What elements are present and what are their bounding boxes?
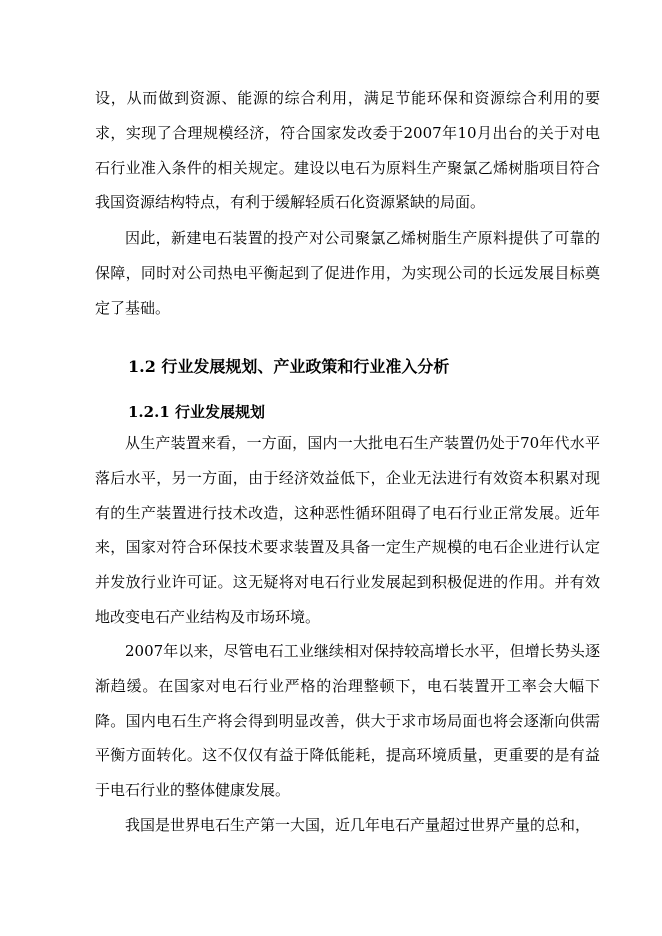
subsection-heading: 1.2.1 行业发展规划 <box>128 403 265 421</box>
paragraph-text: 我国是世界电石生产第一大国，近几年电石产量超过世界产量的总和， <box>125 816 591 834</box>
paragraph-text: 从生产装置来看，一方面，国内一大批电石生产装置仍处于70年代水平落后水平，另一方面，由于经济效益低下，企业无法进行有效资本积累对现有的生产装置进行技术改造，这种恶性循环阻碍了电石行业正常发展。近年来，国家对符合环保技术要求装置及具备一定生产规模的电石企业进行认定并发放行业许可证。这无疑将对电石行业发展起到积极促进的作用。并有效地改变电石产业结构及市场环境。 <box>95 434 600 626</box>
paragraph-conclusion <box>95 221 600 325</box>
paragraph-production-facilities <box>95 426 600 635</box>
paragraph-resource-utilization <box>95 81 600 220</box>
paragraph-text: 2007年以来，尽管电石工业继续相对保持较高增长水平，但增长势头逐渐趋缓。在国家对电石行业严格的治理整顿下，电石装置开工率会大幅下降。国内电石生产将会得到明显改善，供大于求市场局面也将会逐渐向供需平衡方面转化。这不仅仅有益于降低能耗，提高环境质量，更重要的是有益于电石行业的整体健康发展。 <box>95 642 600 800</box>
paragraph-text: 设，从而做到资源、能源的综合利用，满足节能环保和资源综合利用的要求，实现了合理规模经济，符合国家发改委于2007年10月出台的关于对电石行业准入条件的相关规定。建设以电石为原料生产聚氯乙烯树脂项目符合我国资源结构特点，有利于缓解轻质石化资源紧缺的局面。 <box>95 89 600 212</box>
section-heading: 1.2 行业发展规划、产业政策和行业准入分析 <box>128 357 450 376</box>
paragraph-text: 因此，新建电石装置的投产对公司聚氯乙烯树脂生产原料提供了可靠的保障，同时对公司热电平衡起到了促进作用，为实现公司的长远发展目标奠定了基础。 <box>95 229 600 317</box>
paragraph-industry-trend <box>95 634 600 808</box>
paragraph-world-production <box>95 808 600 843</box>
